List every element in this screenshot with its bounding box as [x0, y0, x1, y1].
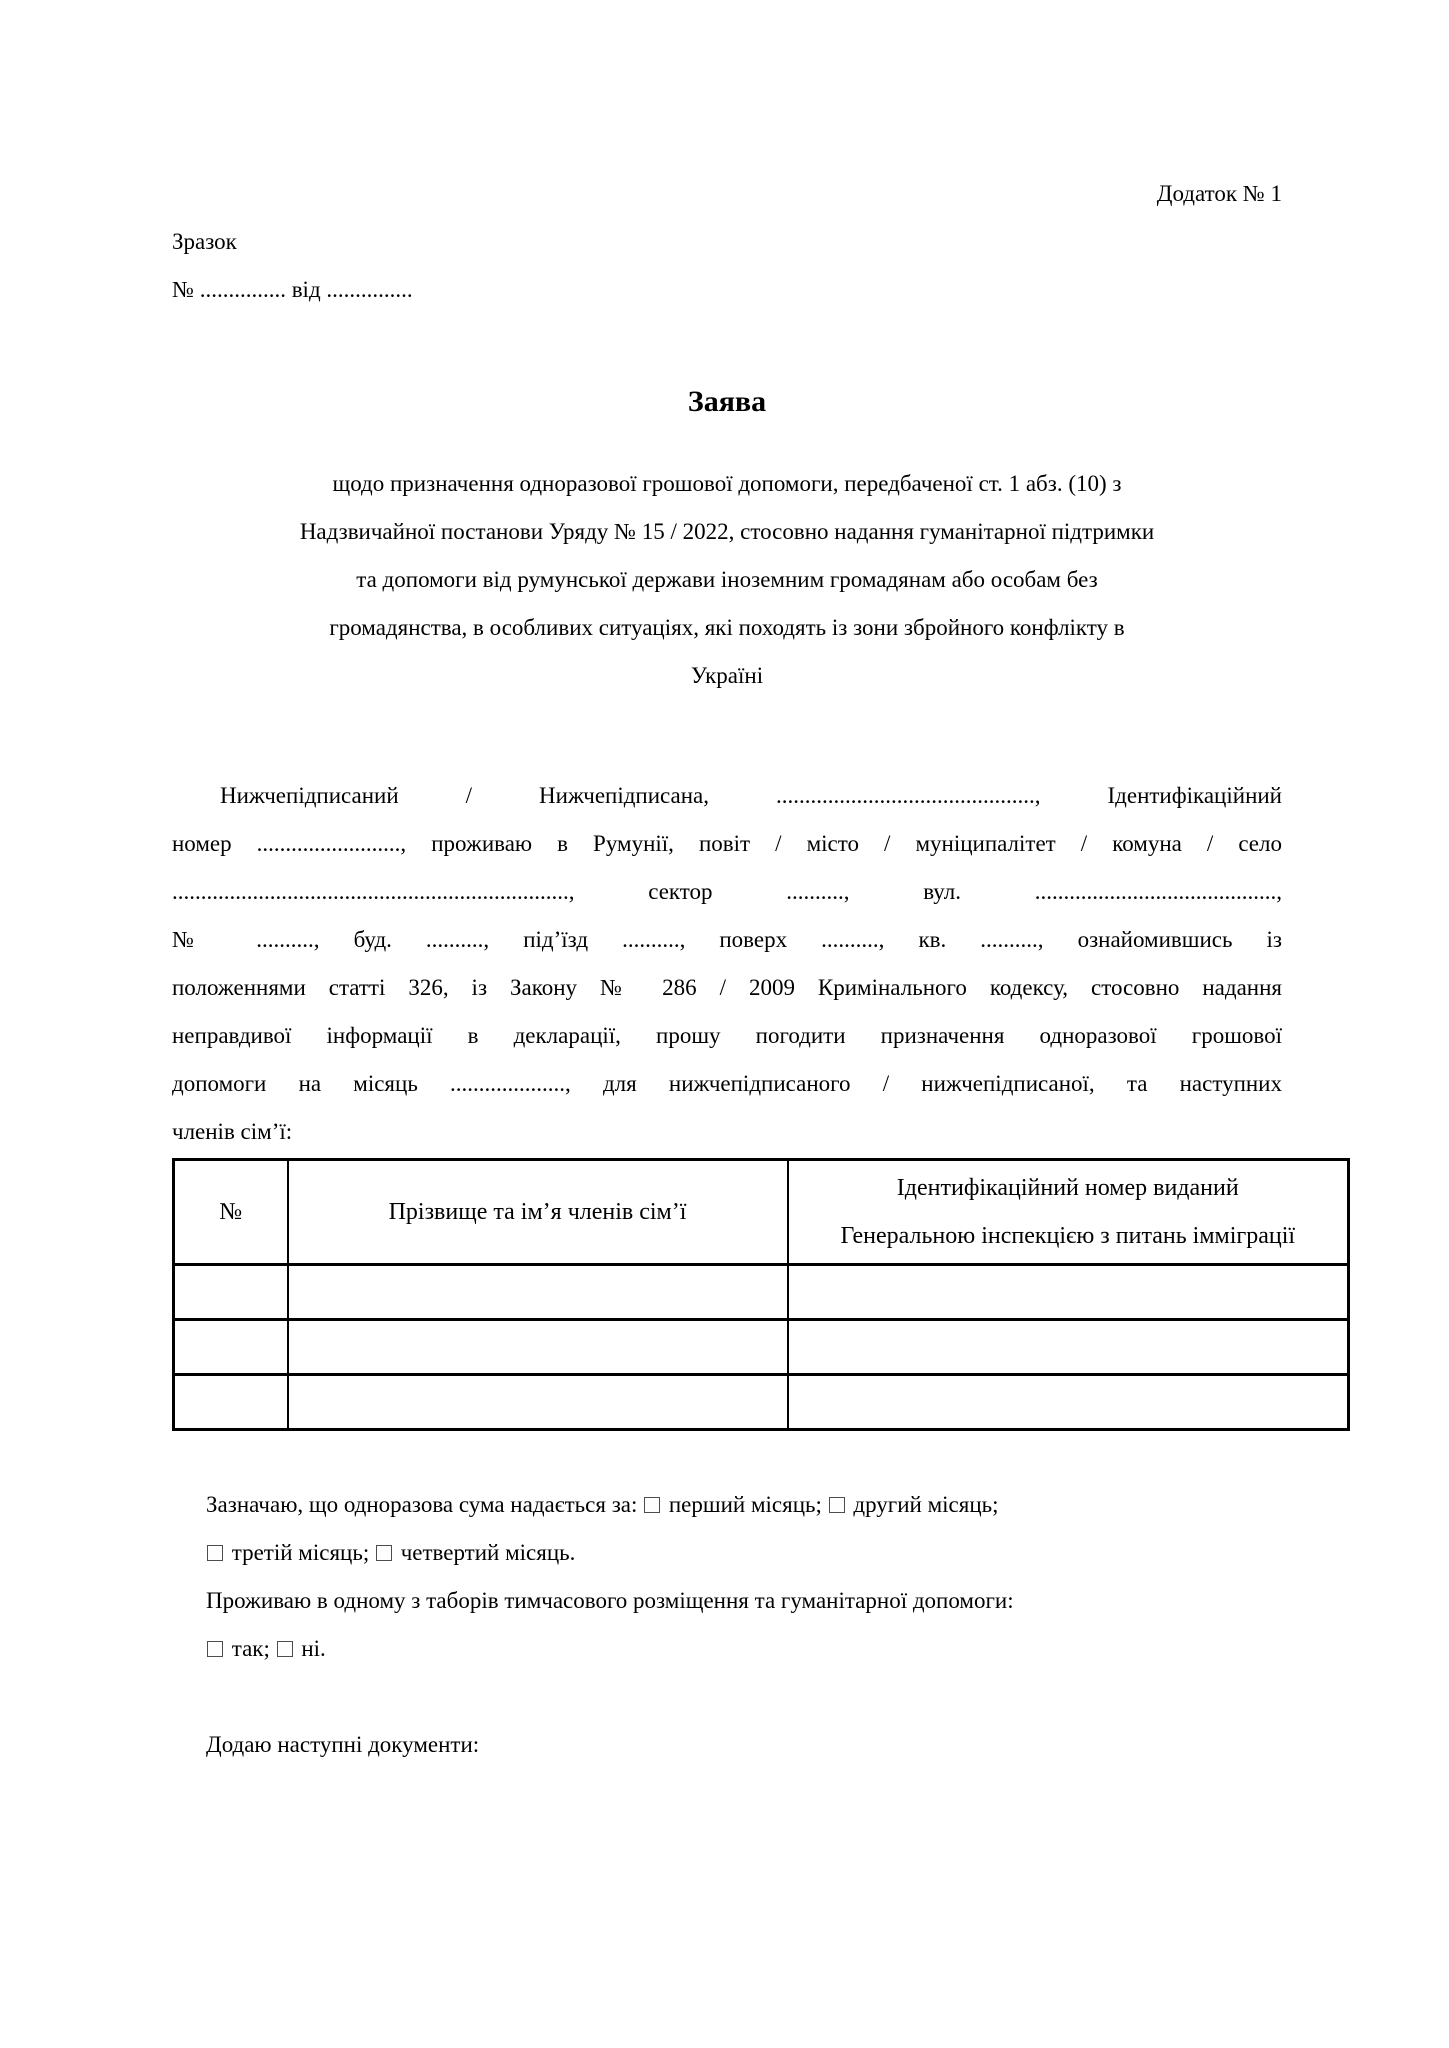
- table-cell: [788, 1375, 1349, 1430]
- intro-line: Україні: [690, 663, 764, 688]
- body-line: номер ........................., проживаю в Румунії, повіт / місто / муніципалітет / комуна / село: [172, 831, 1282, 856]
- option-line: третій місяць; четвертий місяць.: [206, 1529, 1282, 1577]
- table-empty-row: [174, 1375, 1349, 1430]
- checkbox-icon: [207, 1641, 223, 1657]
- checkbox-icon: [376, 1545, 392, 1561]
- checkbox-icon: [644, 1497, 660, 1513]
- checkbox-icon: [277, 1641, 293, 1657]
- intro-line: щодо призначення одноразової грошової допомоги, передбаченої ст. 1 абз. (10) з: [332, 471, 1122, 496]
- table-header-family-member-name: Прізвище та ім’я членів сім’ї: [288, 1160, 788, 1265]
- table-cell: [174, 1375, 288, 1430]
- body-line: № .........., буд. .........., під’їзд .........., поверх .........., кв. .........., ознайомившись із: [172, 927, 1282, 952]
- option-line: Зазначаю, що одноразова сума надається за: перший місяць; другий місяць;: [206, 1492, 999, 1517]
- document-title: Заява: [687, 385, 767, 418]
- body-line: Нижчепідписаний / Нижчепідписана, ............................................., Ідентифікаційний: [220, 783, 1282, 808]
- body-last-line: членів сім’ї:: [172, 1119, 293, 1144]
- checkbox-icon: [207, 1545, 223, 1561]
- table-body: [174, 1265, 1349, 1430]
- annex-label: Додаток № 1: [1156, 181, 1282, 206]
- option-line: Проживаю в одному з таборів тимчасового розміщення та гуманітарної допомоги:: [206, 1588, 1014, 1613]
- table-empty-row: [174, 1265, 1349, 1320]
- intro-paragraph: [172, 460, 1282, 700]
- documents-line: Додаю наступні документи:: [206, 1732, 480, 1757]
- table-cell: [288, 1375, 788, 1430]
- table-empty-row: [174, 1320, 1349, 1375]
- table-header-id-number: [788, 1160, 1349, 1265]
- body-line: неправдивої інформації в декларації, прошу погодити призначення одноразової грошової: [172, 1023, 1282, 1048]
- document-number-line: № ............... від ...............: [172, 277, 413, 302]
- table-cell: [788, 1265, 1349, 1320]
- table-cell: [788, 1320, 1349, 1375]
- checkbox-icon: [829, 1497, 845, 1513]
- body-line: ....................................................................., сектор .........., вул. ..........................................,: [172, 879, 1282, 904]
- sample-label: Зразок: [172, 229, 237, 254]
- family-members-table: [172, 1158, 1350, 1431]
- table-cell: [174, 1265, 288, 1320]
- table-header-number: №: [174, 1160, 288, 1265]
- table-cell: [288, 1320, 788, 1375]
- option-line: так; ні.: [206, 1625, 1282, 1673]
- intro-line: Надзвичайної постанови Уряду № 15 / 2022, стосовно надання гуманітарної підтримки: [299, 519, 1155, 544]
- body-line: допомоги на місяць ...................., для нижчепідписаного / нижчепідписаної, та наступних: [172, 1071, 1282, 1096]
- table-cell: [174, 1320, 288, 1375]
- intro-line: та допомоги від румунської держави іноземним громадянам або особам без: [356, 567, 1098, 592]
- options-paragraph: [206, 1481, 1282, 1673]
- intro-line: громадянства, в особливих ситуаціях, які походять із зони збройного конфлікту в: [329, 615, 1125, 640]
- table-header-id-line1: Ідентифікаційний номер виданий: [896, 1175, 1239, 1201]
- table-header-row: [174, 1160, 1349, 1265]
- table-cell: [288, 1265, 788, 1320]
- body-paragraph: [172, 772, 1282, 1156]
- table-header-id-line2: Генеральною інспекцією з питань імміграції: [840, 1223, 1296, 1249]
- body-line: положеннями статті 326, із Закону № 286 / 2009 Кримінального кодексу, стосовно надання: [172, 975, 1282, 1000]
